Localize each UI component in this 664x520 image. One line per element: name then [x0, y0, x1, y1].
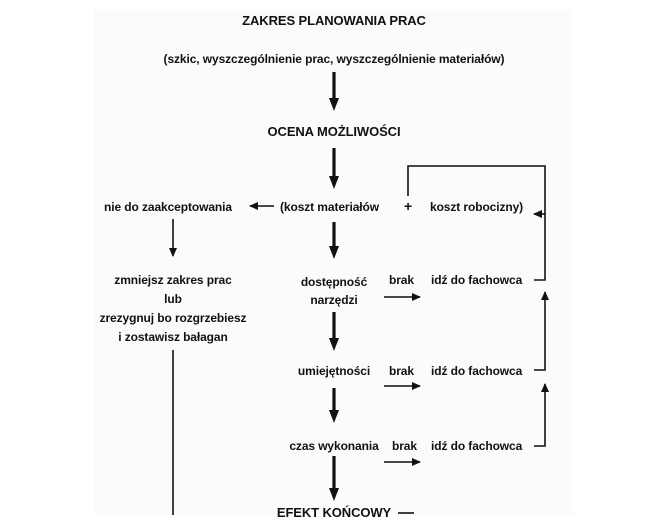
plus-sign: +: [404, 198, 413, 214]
reduce-line-3: zrezygnuj bo rozgrzebiesz: [99, 311, 247, 325]
check-lack-2: brak: [389, 364, 414, 378]
reduce-line-1: zmniejsz zakres prac: [114, 273, 232, 287]
subtitle: (szkic, wyszczególnienie prac, wyszczególnienie materiałów): [163, 52, 505, 66]
check-action-3: idź do fachowca: [431, 439, 523, 453]
labor-cost: koszt robocizny): [430, 200, 524, 214]
check-action-1: idź do fachowca: [431, 273, 523, 287]
final-node: EFEKT KOŃCOWY: [276, 505, 392, 520]
check-condition-2: umiejętności: [297, 364, 371, 378]
materials-cost: (koszt materiałów: [280, 200, 379, 214]
reduce-line-2: lub: [164, 292, 182, 306]
check-condition-1: dostępność narzędzi: [300, 275, 368, 307]
diagram-title: ZAKRES PLANOWANIA PRAC: [242, 13, 426, 28]
check-lack-3: brak: [392, 439, 417, 453]
check-lack-1: brak: [389, 273, 414, 287]
rejected-node: nie do zaakceptowania: [104, 200, 232, 214]
reduce-node: [100, 271, 247, 347]
reduce-line-4: i zostawisz bałagan: [118, 330, 228, 344]
check-action-2: idź do fachowca: [431, 364, 523, 378]
check-condition-3: czas wykonania: [289, 439, 379, 453]
assessment-node: OCENA MOŻLIWOŚCI: [267, 124, 401, 139]
